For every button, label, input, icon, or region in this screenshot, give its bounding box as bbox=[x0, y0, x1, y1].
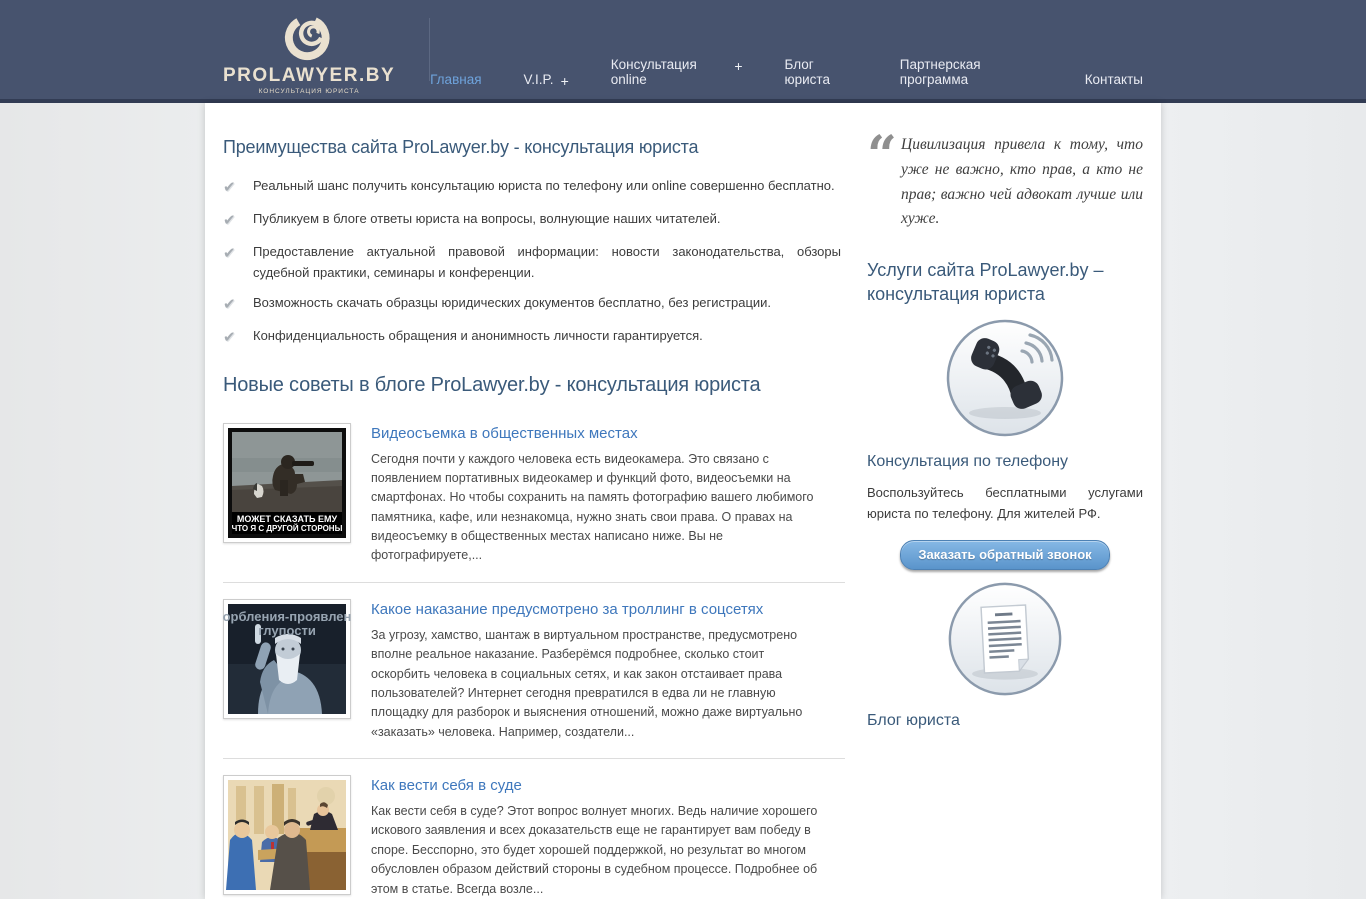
plus-icon: + bbox=[560, 73, 569, 89]
logo-swirl-icon bbox=[280, 8, 338, 64]
post-excerpt: Сегодня почти у каждого человека есть видеокамера. Это связано с появлением портативных видеокамер и функций фото, видеосъемки на смартфонах. Но чтобы сохранить на память фотографию вашего любимого памятника, кафе, или незнакомца, нужно знать свои права. О правах на видеосъемку в общественных местах написано ниже. Вы не фотографируете,... bbox=[371, 451, 814, 563]
content-container bbox=[205, 103, 1161, 899]
advantage-item: ✔ Конфиденциальность обращения и анонимность личности гарантируется. bbox=[223, 326, 845, 350]
order-callback-button[interactable]: Заказать обратный звонок bbox=[900, 540, 1109, 570]
quote-icon: “ bbox=[867, 125, 897, 186]
nav-link-vip[interactable]: V.I.P. bbox=[523, 72, 554, 87]
nav-link-home[interactable]: Главная bbox=[430, 72, 482, 87]
post-divider bbox=[223, 582, 845, 583]
site-header bbox=[0, 0, 1366, 103]
blog-post bbox=[223, 591, 845, 742]
document-icon[interactable] bbox=[946, 580, 1064, 698]
site-logo[interactable] bbox=[205, 0, 395, 99]
logo-tagline: КОНСУЛЬТАЦИЯ ЮРИСТА bbox=[258, 88, 360, 95]
nav-item-contacts[interactable] bbox=[1085, 72, 1143, 87]
nav-item-vip[interactable] bbox=[524, 71, 569, 87]
post-thumbnail-sage[interactable] bbox=[223, 599, 351, 719]
nav-link-consultation-online[interactable]: Консультация online bbox=[610, 57, 697, 87]
phone-consultation-text: Воспользуйтесь бесплатными услугами юриста по телефону. Для жителей РФ. bbox=[867, 484, 1143, 521]
svg-text:орбления-проявлен: орбления-проявлен bbox=[222, 608, 352, 624]
advantages-title: Преимущества сайта ProLawyer.by - консультация юриста bbox=[223, 137, 699, 157]
post-excerpt: Как вести себя в суде? Этот вопрос волнует многих. Ведь наличие хорошего искового заявления и всех доказательств еще не гарантирует вам победу в споре. Бесспорно, это будет хорошей поддержкой, но результат во многом обусловлен образом действий стороны в судебном процессе. Подробнее об этом в статье. Всегда возле... bbox=[371, 804, 818, 896]
post-excerpt: За угрозу, хамство, шантаж в виртуальном пространстве, предусмотрено вполне реальное наказание. Разберёмся подробнее, сколько стоит оскорбить человека в социальных сетях, и как закон отстаивает права пользователей? Интернет сегодня превратился в едва ли не главную площадку для разборок и выяснения отношений, можно даже виртуально «заказать» человека. Например, создатели... bbox=[371, 627, 803, 739]
photographer-beach-image bbox=[228, 428, 346, 538]
advantage-item: ✔ Публикуем в блоге ответы юриста на вопросы, волнующие наших читателей. bbox=[223, 209, 845, 233]
phone-consultation-title: Консультация по телефону bbox=[867, 452, 1069, 470]
advantage-item: ✔ Предоставление актуальной правовой информации: новости законодательства, обзоры судебной практики, семинары и конференции. bbox=[223, 244, 841, 280]
blog-post bbox=[223, 415, 845, 566]
check-icon: ✔ bbox=[223, 295, 236, 313]
logo-title: PROLAWYER.BY bbox=[223, 65, 396, 86]
nav-link-lawyer-blog[interactable]: Блог юриста bbox=[784, 57, 830, 87]
svg-text:МОЖЕТ СКАЗАТЬ ЕМУ: МОЖЕТ СКАЗАТЬ ЕМУ bbox=[236, 513, 338, 524]
svg-text:глупости: глупости bbox=[258, 622, 316, 638]
plus-icon: + bbox=[734, 58, 743, 74]
post-divider bbox=[223, 758, 845, 759]
phone-icon[interactable] bbox=[944, 317, 1066, 439]
courtroom-image bbox=[228, 780, 346, 890]
nav-link-contacts[interactable]: Контакты bbox=[1084, 72, 1143, 87]
nav-item-partner-program[interactable] bbox=[900, 57, 1043, 87]
nav-item-lawyer-blog[interactable] bbox=[785, 57, 858, 87]
advantages-list bbox=[223, 176, 845, 350]
post-title-link[interactable]: Как вести себя в суде bbox=[371, 777, 522, 795]
check-icon: ✔ bbox=[223, 328, 236, 346]
nav-link-partner-program[interactable]: Партнерская программа bbox=[899, 57, 981, 87]
sidebar bbox=[867, 103, 1143, 899]
check-icon: ✔ bbox=[223, 245, 236, 262]
check-icon: ✔ bbox=[223, 212, 236, 229]
blog-post bbox=[223, 767, 845, 899]
check-icon: ✔ bbox=[223, 179, 236, 196]
svg-text:ЧТО Я С ДРУГОЙ СТОРОНЫ: ЧТО Я С ДРУГОЙ СТОРОНЫ bbox=[231, 523, 343, 533]
main-nav bbox=[430, 0, 1161, 99]
blog-sidebar-title: Блог юриста bbox=[867, 712, 960, 730]
quote-text: Цивилизация привела к тому, что уже не важно, кто прав, а кто не прав; важно чей адвокат лучше или хуже. bbox=[901, 136, 1143, 228]
services-title: Услуги сайта ProLawyer.by – консультация юриста bbox=[867, 260, 1104, 305]
quote-block bbox=[867, 125, 1143, 232]
nav-item-consultation-online[interactable] bbox=[611, 56, 743, 87]
main-column bbox=[223, 103, 845, 899]
advantage-item: ✔ Реальный шанс получить консультацию юриста по телефону или online совершенно бесплатно. bbox=[223, 176, 845, 200]
advantage-item: ✔ Возможность скачать образцы юридических документов бесплатно, без регистрации. bbox=[223, 293, 845, 317]
post-title-link[interactable]: Видеосъемка в общественных местах bbox=[371, 424, 638, 442]
post-thumbnail-photographer[interactable] bbox=[223, 423, 351, 543]
sage-pointing-image bbox=[222, 604, 352, 714]
post-thumbnail-courtroom[interactable] bbox=[223, 775, 351, 895]
nav-item-home[interactable] bbox=[430, 72, 481, 87]
blog-section-title: Новые советы в блоге ProLawyer.by - консультация юриста bbox=[223, 373, 761, 396]
post-title-link[interactable]: Какое наказание предусмотрено за троллинг в соцсетях bbox=[371, 600, 764, 618]
